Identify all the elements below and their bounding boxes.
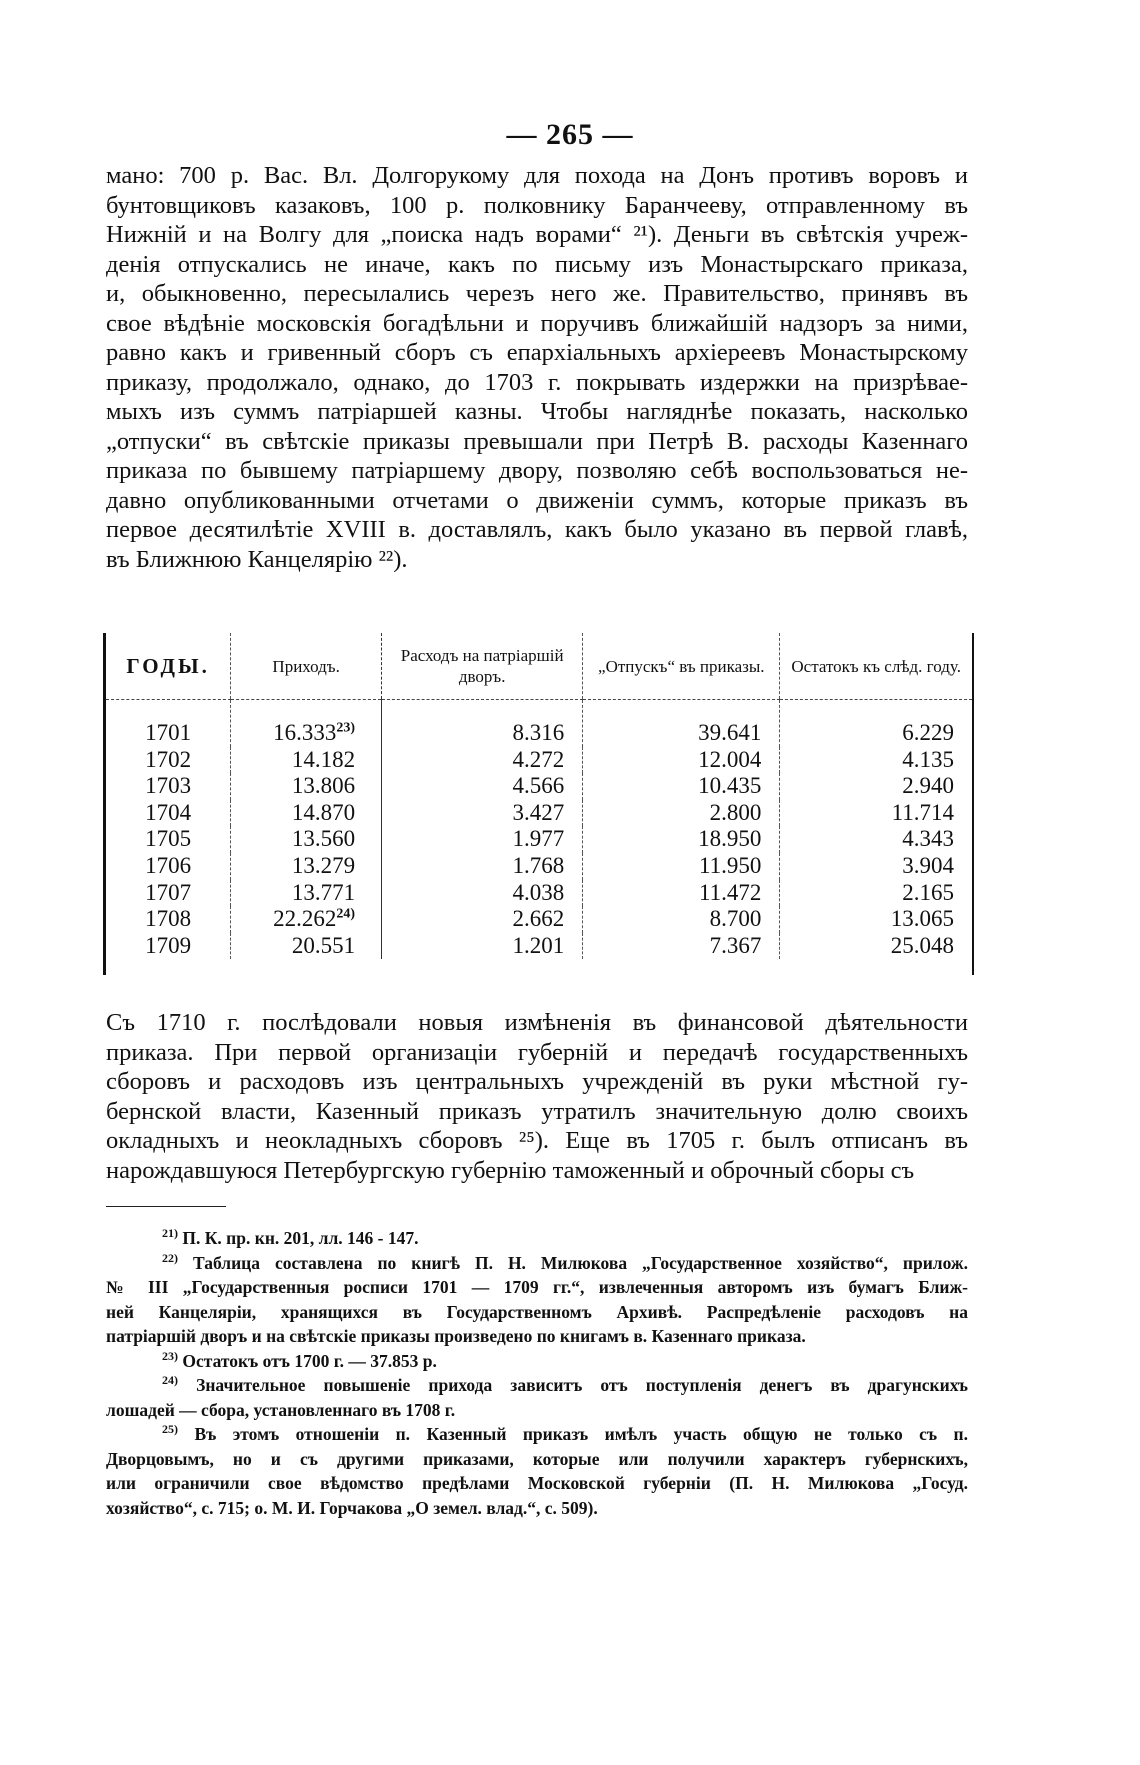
cell-patriarch [382, 800, 583, 827]
cell-patriarch [382, 933, 583, 960]
footnote-line [106, 1349, 968, 1374]
cell-patriarch-value: 1.768 [512, 852, 565, 878]
text-line: бунтовщиковъ казаковъ, 100 р. полковнику Баранчееву, отправленному въ [106, 191, 968, 219]
cell-balance-value: 6.229 [902, 720, 954, 745]
cell-balance [780, 773, 972, 800]
text-line: мыхъ изъ суммъ патріаршей казны. Чтобы нагляднѣе показать, насколько [106, 398, 968, 425]
footnote-text: П. К. пр. кн. 201, лл. 146 - 147. [182, 1228, 419, 1248]
footnote [106, 1373, 968, 1422]
cell-income [231, 747, 382, 774]
footnote-line: хозяйство“, с. 715; о. М. И. Горчакова „О земел. влад.“, с. 509). [106, 1497, 598, 1518]
cell-year-value: 1704 [145, 799, 192, 825]
cell-patriarch [382, 906, 583, 933]
expense-table [103, 633, 974, 975]
table-header-row [106, 633, 972, 700]
footnote [106, 1251, 968, 1349]
table-row [106, 933, 972, 960]
text-line: Нижній и на Волгу для „поиска надъ ворами“ ²¹). Деньги въ свѣтскія учреж- [106, 221, 968, 248]
cell-patriarch [382, 773, 583, 800]
table-row [106, 853, 972, 880]
cell-year-value: 1707 [145, 879, 192, 905]
cell-transfers-value: 12.004 [698, 746, 762, 772]
footnote-line: или ограничили свое вѣдомство предѣлами Московской губерніи (П. Н. Милюкова „Госуд. [106, 1473, 968, 1493]
footnote-line: Дворцовымъ, но и съ другими приказами, которые или получили характеръ губернскихъ, [106, 1448, 968, 1469]
cell-patriarch-value: 4.038 [512, 879, 565, 905]
footnote-number: 22) [162, 1250, 178, 1265]
cell-transfers [583, 747, 780, 774]
cell-income-value: 20.551 [291, 932, 356, 958]
table-row [106, 700, 972, 747]
footnote-text: Остатокъ отъ 1700 г. — 37.853 р. [182, 1350, 437, 1371]
paragraph-2 [106, 1008, 968, 1185]
cell-balance [780, 800, 972, 827]
cell-balance-value: 4.343 [902, 826, 954, 852]
cell-year-value: 1708 [145, 906, 192, 932]
header-years: ГОДЫ. [106, 633, 231, 700]
text-line: приказу, продолжало, однако, до 1703 г. покрывать издержки на призрѣвае- [106, 368, 968, 396]
cell-income [231, 800, 382, 827]
cell-balance-value: 3.904 [902, 852, 954, 878]
cell-transfers [583, 773, 780, 800]
cell-income-value: 22.262 [273, 906, 337, 932]
cell-year-value: 1703 [145, 773, 192, 799]
cell-transfers [583, 800, 780, 827]
cell-year [106, 880, 231, 907]
cell-year-value: 1705 [145, 826, 192, 852]
header-income: Приходъ. [231, 633, 382, 700]
cell-patriarch-value: 1.977 [512, 826, 565, 852]
cell-transfers-value: 39.641 [698, 720, 762, 745]
cell-patriarch-value: 3.427 [512, 799, 565, 825]
footnote-text: Таблица составлена по книгѣ П. Н. Милюкова „Государственное хозяйство“, прилож. [192, 1252, 968, 1273]
cell-balance [780, 880, 972, 907]
cell-year [106, 700, 231, 747]
table-row [106, 773, 972, 800]
cell-income [231, 853, 382, 880]
cell-income [231, 700, 382, 747]
text-line: равно какъ и гривенный сборъ съ епархіальныхъ архіереевъ Монастырскому [106, 339, 968, 366]
text-line: первое десятилѣтіе XVIII в. доставлялъ, какъ было указано въ первой главѣ, [106, 516, 968, 543]
cell-transfers-value: 2.800 [709, 799, 762, 825]
footnote-number: 25) [162, 1422, 178, 1437]
text-line: давно опубликованными отчетами о движеніи суммъ, которые приказъ въ [106, 486, 968, 514]
cell-patriarch-value: 1.201 [512, 932, 565, 958]
cell-year-value: 1701 [145, 720, 192, 745]
cell-balance-value: 13.065 [890, 906, 954, 932]
cell-balance [780, 906, 972, 933]
header-patriarch: Расходъ на патріаршій дворъ. [382, 633, 583, 700]
footnote-ref: 24) [336, 906, 356, 922]
cell-transfers-value: 11.950 [698, 852, 762, 878]
cell-balance [780, 933, 972, 960]
cell-income [231, 826, 382, 853]
cell-transfers-value: 8.700 [709, 906, 762, 932]
table-row [106, 880, 972, 907]
table-row [106, 747, 972, 774]
footnote-text: Въ этомъ отношеніи п. Казенный приказъ имѣлъ участь общую не только съ п. [194, 1424, 969, 1444]
cell-year [106, 773, 231, 800]
cell-transfers-value: 18.950 [698, 826, 762, 852]
cell-patriarch [382, 853, 583, 880]
cell-balance-value: 4.135 [902, 746, 954, 772]
footnote [106, 1349, 968, 1374]
cell-year-value: 1709 [145, 932, 192, 958]
footnote-number: 24) [162, 1373, 178, 1388]
text-line: Съ 1710 г. послѣдовали новыя измѣненія въ финансовой дѣятельности [106, 1009, 968, 1036]
text-line: сборовъ и расходовъ изъ центральныхъ учрежденій въ руки мѣстной гу- [106, 1068, 968, 1095]
cell-balance [780, 853, 972, 880]
cell-income-value: 13.279 [291, 852, 356, 878]
footnote-line: ней Канцеляріи, хранящихся въ Государственномъ Архивѣ. Распредѣленіе расходовъ на [106, 1301, 968, 1322]
footnote-line [106, 1226, 968, 1251]
footnote-line: лошадей — сбора, установленнаго въ 1708 г. [106, 1399, 456, 1420]
cell-patriarch [382, 880, 583, 907]
footnote-separator [106, 1206, 226, 1207]
text-line: окладныхъ и неокладныхъ сборовъ ²⁵). Еще въ 1705 г. былъ отписанъ въ [106, 1127, 968, 1154]
cell-transfers-value: 7.367 [709, 932, 762, 958]
text-line: нарождавшуюся Петербургскую губернію таможенный и оброчный сборы съ [106, 1156, 915, 1184]
cell-patriarch-value: 8.316 [512, 720, 565, 745]
footnote-line: № III „Государственныя росписи 1701 — 1709 гг.“, извлеченныя авторомъ изъ бумагъ Ближ- [106, 1277, 968, 1297]
cell-patriarch-value: 4.272 [512, 746, 565, 772]
text-line: „отпуски“ въ свѣтскіе приказы превышали при Петрѣ В. расходы Казеннаго [106, 427, 968, 455]
page-number: — 265 — [506, 118, 634, 151]
paragraph-1 [106, 161, 968, 574]
cell-year [106, 853, 231, 880]
text-line: денія отпускались не иначе, какъ по письму изъ Монастырскаго приказа, [106, 250, 968, 278]
cell-patriarch [382, 826, 583, 853]
cell-year [106, 933, 231, 960]
table-row [106, 800, 972, 827]
cell-year [106, 826, 231, 853]
cell-balance-value: 2.940 [902, 773, 954, 799]
cell-year-value: 1706 [145, 852, 192, 878]
footnote-line: патріаршій дворъ и на свѣтскіе приказы произведено по книгамъ в. Казеннаго приказа. [106, 1326, 806, 1346]
footnotes [106, 1226, 968, 1520]
text-line: свое вѣдѣніе московскія богадѣльни и поручивъ ближайшій надзоръ за ними, [106, 309, 968, 337]
cell-transfers [583, 933, 780, 960]
cell-income-value: 14.182 [291, 746, 356, 772]
cell-transfers-value: 11.472 [698, 879, 762, 905]
cell-balance [780, 700, 972, 747]
footnote-line [106, 1251, 968, 1276]
cell-income [231, 773, 382, 800]
cell-income-value: 13.771 [291, 879, 356, 905]
footnote-line [106, 1422, 968, 1447]
text-line: приказа. При первой организаціи губерній и передачѣ государственныхъ [106, 1038, 968, 1066]
cell-transfers [583, 880, 780, 907]
cell-transfers [583, 906, 780, 933]
footnote [106, 1422, 968, 1520]
footnote-line [106, 1373, 968, 1398]
footnote-ref: 23) [336, 720, 356, 736]
footnote-number: 21) [162, 1226, 178, 1241]
text-line: мано: 700 р. Вас. Вл. Долгорукому для похода на Донъ противъ воровъ и [106, 162, 968, 189]
cell-balance [780, 747, 972, 774]
cell-income-value: 16.333 [273, 720, 337, 745]
cell-transfers [583, 826, 780, 853]
table-row [106, 826, 972, 853]
cell-transfers [583, 700, 780, 747]
cell-income-value: 13.806 [291, 773, 356, 799]
table-row [106, 906, 972, 933]
cell-patriarch [382, 747, 583, 774]
text-line: въ Ближнюю Канцелярію ²²). [106, 545, 408, 573]
cell-income [231, 880, 382, 907]
cell-transfers-value: 10.435 [698, 773, 762, 799]
header-balance: Остатокъ къ слѣд. году. [780, 633, 972, 700]
footnote-number: 23) [162, 1348, 178, 1363]
cell-patriarch-value: 2.662 [512, 906, 565, 932]
cell-income [231, 933, 382, 960]
cell-balance-value: 2.165 [902, 879, 954, 905]
cell-patriarch [382, 700, 583, 747]
cell-balance [780, 826, 972, 853]
cell-income-value: 14.870 [291, 799, 356, 825]
cell-patriarch-value: 4.566 [512, 773, 565, 799]
cell-balance-value: 11.714 [891, 799, 954, 825]
text-line: и, обыкновенно, пересылались черезъ него же. Правительство, принявъ въ [106, 280, 968, 307]
header-transfers: „Отпускъ“ въ приказы. [583, 633, 780, 700]
cell-income-value: 13.560 [291, 826, 356, 852]
text-line: бернской власти, Казенный приказъ утратилъ значительную долю своихъ [106, 1097, 968, 1125]
cell-year [106, 800, 231, 827]
text-line: приказа по бывшему патріаршему двору, позволяю себѣ воспользоваться не- [106, 457, 968, 484]
cell-year [106, 906, 231, 933]
footnote-text: Значительное повышеніе прихода зависитъ отъ поступленія денегъ въ драгунскихъ [196, 1375, 968, 1395]
cell-balance-value: 25.048 [890, 932, 954, 958]
cell-year-value: 1702 [145, 746, 192, 772]
cell-transfers [583, 853, 780, 880]
cell-income [231, 906, 382, 933]
footnote [106, 1226, 968, 1251]
cell-year [106, 747, 231, 774]
